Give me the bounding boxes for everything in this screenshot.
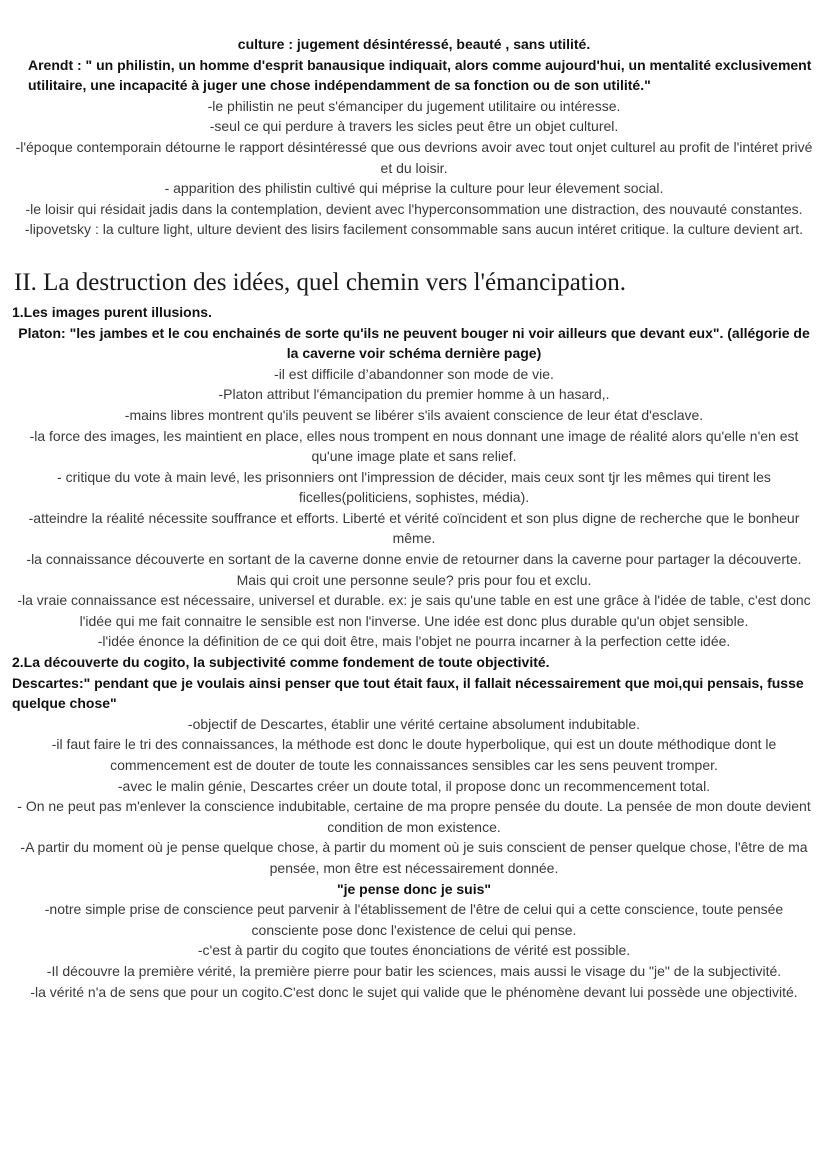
platon-quote: Platon: "les jambes et le cou enchainés de sorte qu'ils ne peuvent bouger ni voir ailleurs que devant eux". (allégorie de la caverne voir schéma dernière page) — [18, 324, 810, 362]
section-heading: II. La destruction des idées, quel chemin vers l'émancipation. — [14, 268, 626, 296]
bullet-point: -objectif de Descartes, établir une vérité certaine absolument indubitable. — [187, 715, 641, 732]
bullet-point: -la vraie connaissance est nécessaire, universel et durable. ex: je sais qu'une table en est une grâce à l'idée de table, c'est donc l'idée qui me fait connaitre le sensible est non l'inverse. Une idée est donc plus durable qu'un objet sensible. — [17, 592, 811, 629]
descartes-quote: Descartes:" pendant que je voulais ainsi penser que tout était faux, il fallait nécessairement que moi,qui pensais, fusse quelque chose" — [12, 674, 804, 712]
subsection2-points-after — [12, 899, 816, 1002]
bullet-point: -atteindre la réalité nécessite souffrance et efforts. Liberté et vérité coïncident et son plus digne de recherche que le bonheur même. — [28, 509, 800, 547]
bullet-point: -mains libres montrent qu'ils peuvent se libérer s'ils avaient conscience de leur état d'esclave. — [124, 406, 704, 423]
subsection1-points — [12, 364, 816, 652]
subsection-title: 2.La découverte du cogito, la subjectivité comme fondement de toute objectivité. — [12, 654, 550, 671]
bullet-point: -Platon attribut l'émancipation du premier homme à un hasard,. — [218, 386, 610, 403]
cogito-motto: "je pense donc je suis" — [336, 880, 492, 897]
culture-definition: culture : jugement désintéressé, beauté , sans utilité. — [237, 36, 591, 52]
bullet-point: -il faut faire le tri des connaissances, la méthode est donc le doute hyperbolique, qui est un doute méthodique dont le commencement est de douter de toute les connaissances sensibles car les sens peuvent tromper. — [51, 736, 777, 773]
bullet-point: -la connaissance découverte en sortant de la caverne donne envie de retourner dans la caverne pour partager la découverte. Mais qui croit une personne seule? pris pour fou et exclu. — [26, 551, 802, 588]
bullet-point: - critique du vote à main levé, les prisonniers ont l'impression de décider, mais ceux sont tjr les mêmes qui tirent les ficelles(politiciens, sophistes, média). — [57, 468, 771, 506]
bullet-point: -l'idée énonce la définition de ce qui doit être, mais l'objet ne pourra incarner à la perfection cette idée. — [97, 633, 731, 650]
bullet-point: -lipovetsky : la culture light, ulture devient des lisirs facilement consommable sans aucun intéret critique. la culture devient art. — [24, 221, 804, 238]
bullet-point: -c'est à partir du cogito que toutes énonciations de vérité est possible. — [197, 942, 631, 959]
bullet-point: - On ne peut pas m'enlever la conscience indubitable, certaine de ma propre pensée du doute. La pensée de mon doute devient condition de mon existence. — [17, 798, 811, 835]
bullet-point: -la vérité n'a de sens que pour un cogito.C'est donc le sujet qui valide que le phénomène devant lui possède une objectivité. — [30, 983, 798, 1000]
bullet-point: -l'époque contemporain détourne le rapport désintéressé que ous devrions avoir avec tout onjet culturel au profit de l'intéret privé et du loisir. — [15, 138, 813, 176]
bullet-point: -la force des images, les maintient en place, elles nous trompent en nous donnant une image de réalité alors qu'elle n'en est qu'une image plate et sans relief. — [29, 427, 799, 465]
bullet-point: -le philistin ne peut s'émanciper du jugement utilitaire ou intéresse. — [207, 97, 621, 114]
part1-points — [12, 96, 816, 240]
bullet-point: -A partir du moment où je pense quelque chose, à partir du moment où je suis conscient de penser quelque chose, l'être de ma pensée, mon être est nécessairement donnée. — [20, 839, 808, 876]
bullet-point: -notre simple prise de conscience peut parvenir à l'établissement de l'être de celui qui a cette conscience, toute pensée consciente pose donc l'existence de celui qui pense. — [44, 901, 784, 938]
bullet-point: - apparition des philistin cultivé qui méprise la culture pour leur élevement social. — [164, 180, 664, 197]
subsection-title: 1.Les images purent illusions. — [12, 303, 212, 320]
bullet-point: -il est difficile d’abandonner son mode de vie. — [274, 365, 554, 382]
arendt-quote: Arendt : " un philistin, un homme d'esprit banausique indiquait, alors comme aujourd'hui, un mentalité exclusivement utilitaire, une incapacité à juger une chose indépendamment de sa fonction ou de son utilité." — [28, 56, 812, 94]
subsection2-points — [12, 714, 816, 879]
bullet-point: -Il découvre la première vérité, la première pierre pour batir les sciences, mais aussi le visage du "je" de la subjectivité. — [46, 962, 782, 979]
bullet-point: -avec le malin génie, Descartes créer un doute total, il propose donc un recommencement total. — [117, 777, 711, 794]
bullet-point: -le loisir qui résidait jadis dans la contemplation, devient avec l'hyperconsommation une distraction, des nouvauté constantes. — [25, 200, 803, 217]
bullet-point: -seul ce qui perdure à travers les sicles peut être un objet culturel. — [209, 118, 619, 135]
